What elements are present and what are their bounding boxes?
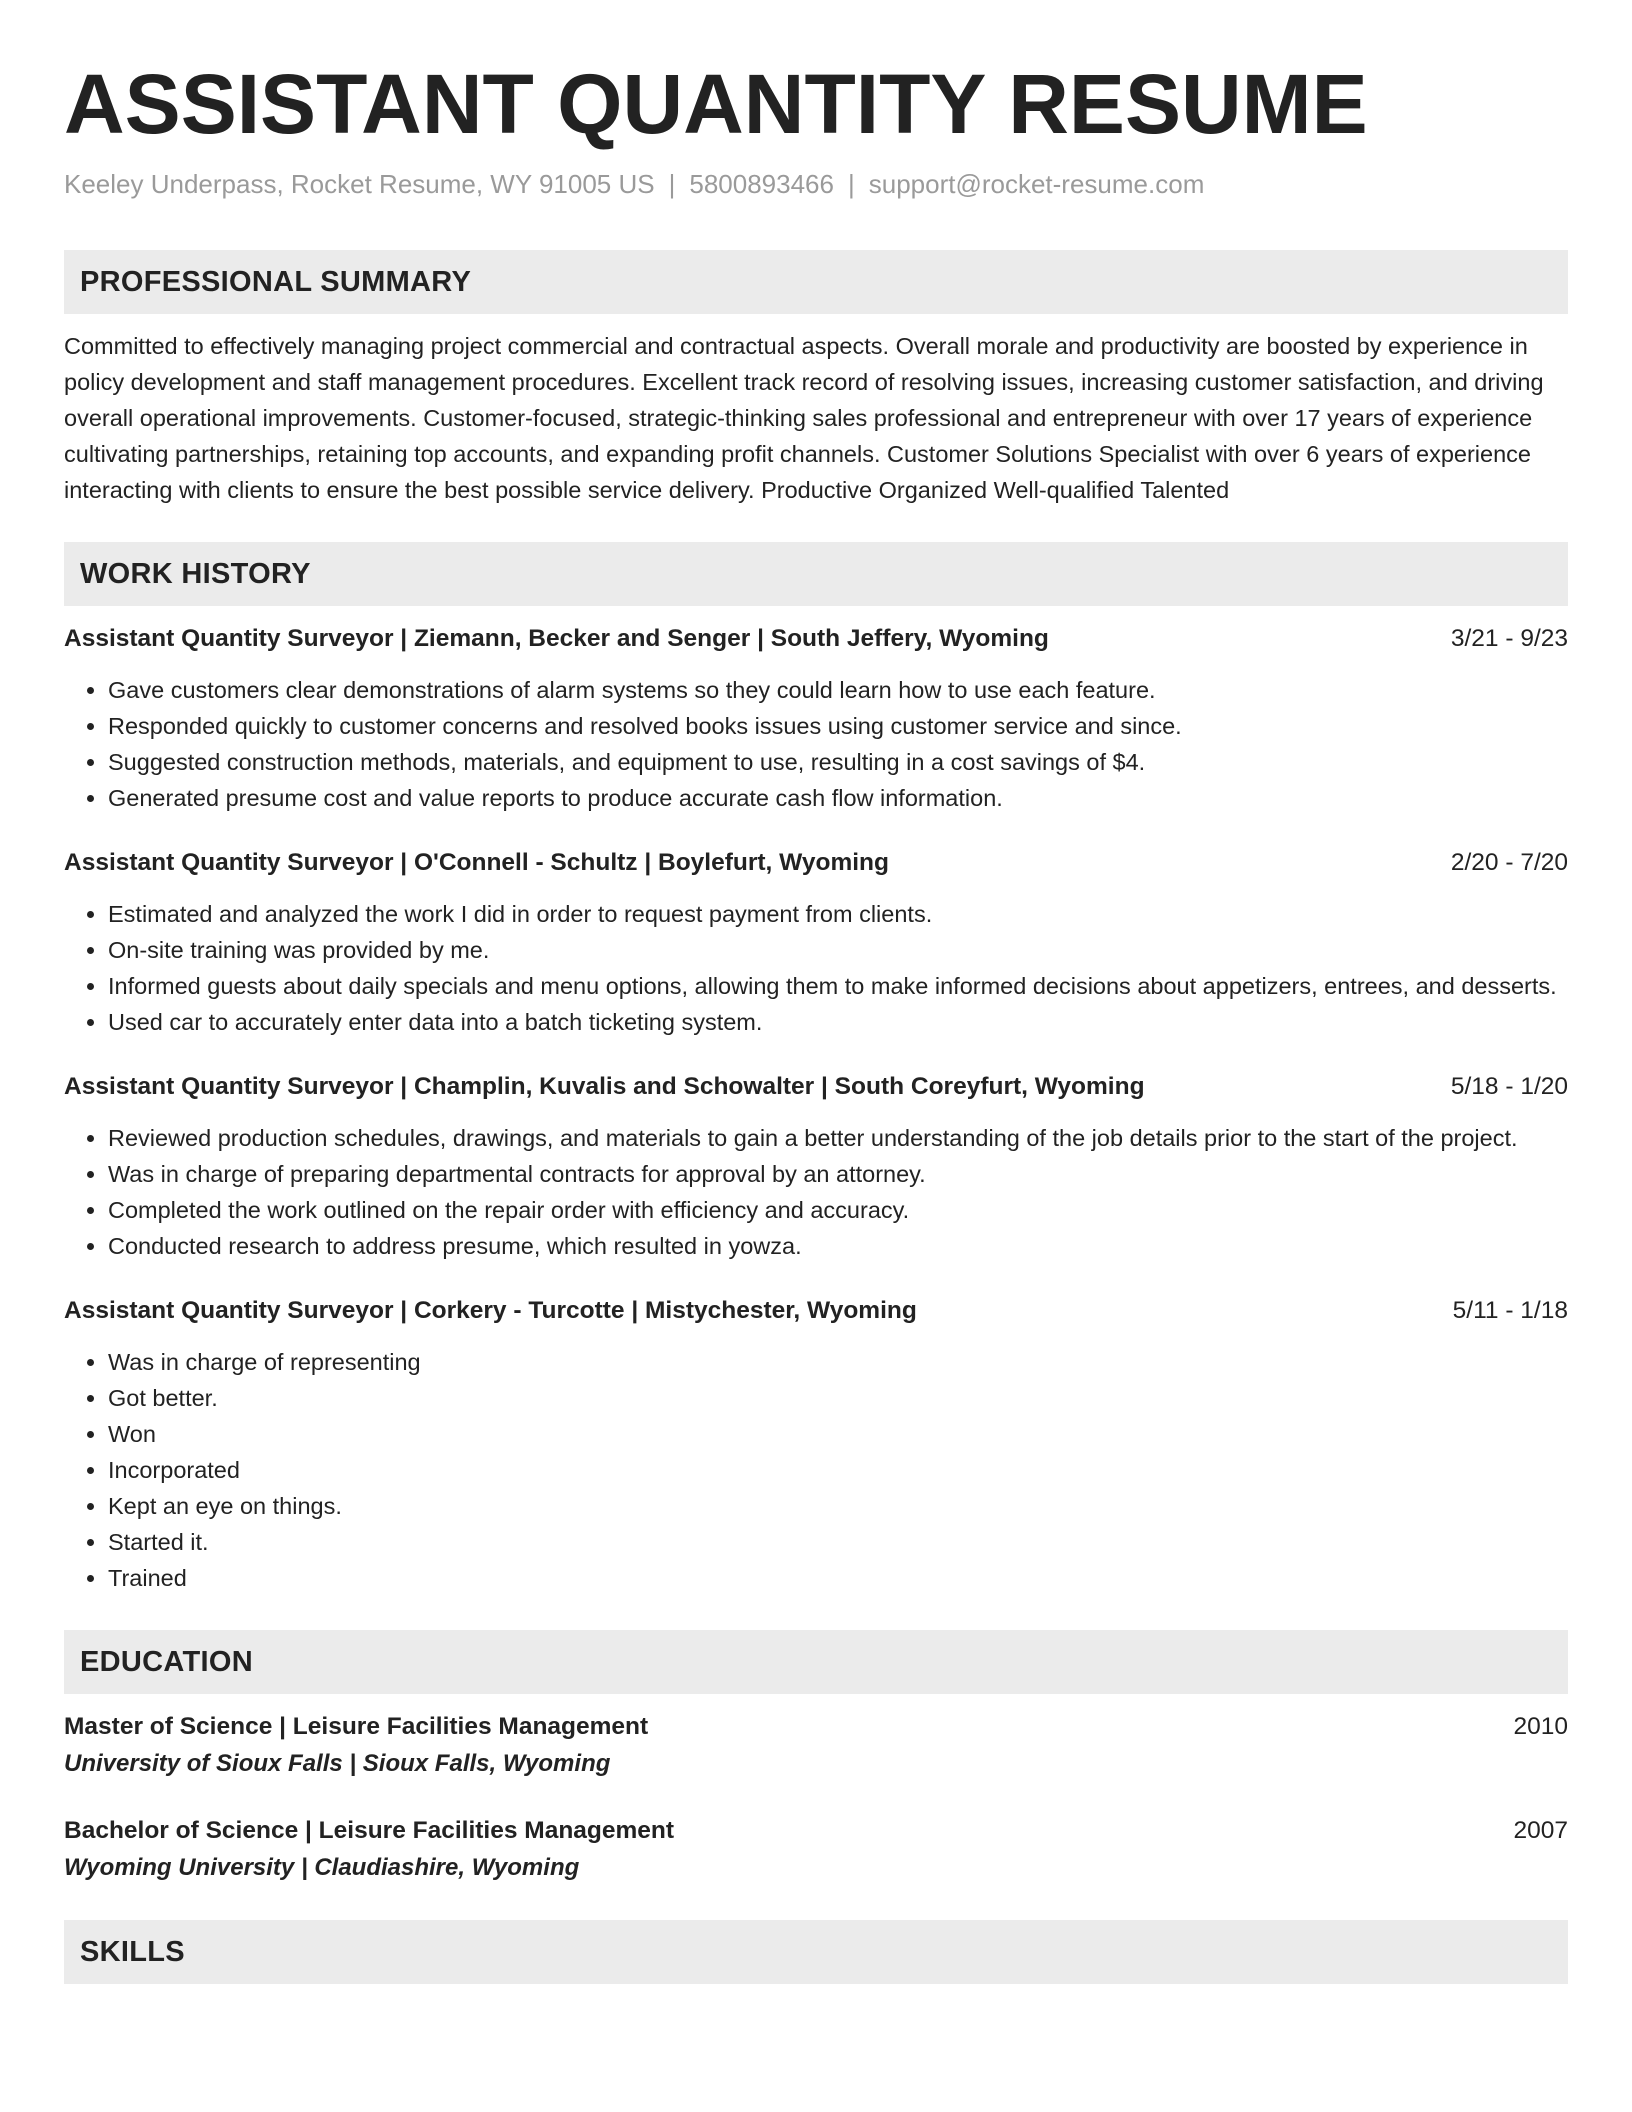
education-school: Wyoming University | Claudiashire, Wyoming [64,1854,580,1881]
education-header [64,1814,1568,1848]
resume-title: ASSISTANT QUANTITY RESUME [64,57,1368,151]
education-degree: Master of Science | Leisure Facilities Management [64,1713,649,1740]
job-bullet: • Generated presume cost and value reports to produce accurate cash flow information. [108,780,1568,816]
education-year: 2007 [1513,1817,1568,1844]
job-bullet: • Completed the work outlined on the repair order with efficiency and accuracy. [108,1192,1568,1228]
job-bullet: • Kept an eye on things. [108,1488,1568,1524]
job-bullets [64,1120,1568,1264]
job-bullets [64,896,1568,1040]
job-bullet: • Won [108,1416,1568,1452]
job-bullet: • Responded quickly to customer concerns and resolved books issues using customer service and since. [108,708,1568,744]
job-bullet: • Got better. [108,1380,1568,1416]
skills-heading: SKILLS [64,1920,1568,1984]
job-dates: 3/21 - 9/23 [1450,625,1568,652]
job-bullet: • Gave customers clear demonstrations of alarm systems so they could learn how to use each feature. [108,672,1568,708]
job-title: Assistant Quantity Surveyor | O'Connell - Schultz | Boylefurt, Wyoming [64,849,889,876]
education-entry [64,1814,1568,1886]
education-heading: EDUCATION [64,1630,1568,1694]
job-dates: 5/18 - 1/20 [1450,1073,1568,1100]
contact-phone: 5800893466 [689,169,834,199]
job-dates: 5/11 - 1/18 [1452,1297,1568,1324]
job-header [64,1294,1568,1328]
job-bullets [64,672,1568,816]
contact-separator: | [847,169,855,199]
contact-line [64,168,1568,200]
work-history-heading: WORK HISTORY [64,542,1568,606]
job-bullet: • Was in charge of representing [108,1344,1568,1380]
contact-email: support@rocket-resume.com [868,169,1205,199]
job-entry [64,846,1568,1040]
job-header [64,846,1568,880]
job-dates: 2/20 - 7/20 [1450,849,1568,876]
job-bullet: • On-site training was provided by me. [108,932,1568,968]
job-entry [64,1294,1568,1596]
job-bullet: • Was in charge of preparing departmental contracts for approval by an attorney. [108,1156,1568,1192]
contact-address: Keeley Underpass, Rocket Resume, WY 91005 US [64,169,655,199]
job-bullet: • Suggested construction methods, materials, and equipment to use, resulting in a cost savings of $4. [108,744,1568,780]
job-header [64,622,1568,656]
job-bullet: • Reviewed production schedules, drawings, and materials to gain a better understanding of the job details prior to the start of the project. [108,1120,1568,1156]
job-bullet: • Estimated and analyzed the work I did in order to request payment from clients. [108,896,1568,932]
education-entry [64,1710,1568,1782]
job-header [64,1070,1568,1104]
job-bullet: • Conducted research to address presume, which resulted in yowza. [108,1228,1568,1264]
job-bullet: • Incorporated [108,1452,1568,1488]
summary-text: Committed to effectively managing project commercial and contractual aspects. Overall morale and productivity are boosted by experience in policy development and staff management procedures. Excellent track record of resolving issues, increasing customer satisfaction, and driving overall operational improvements. Customer-focused, strategic-thinking sales professional and entrepreneur with over 17 years of experience cultivating partnerships, retaining top accounts, and expanding profit channels. Customer Solutions Specialist with over 6 years of experience interacting with clients to ensure the best possible service delivery. Productive Organized Well-qualified Talented [64,333,1544,503]
contact-separator: | [668,169,676,199]
education-school: University of Sioux Falls | Sioux Falls, Wyoming [64,1750,611,1777]
education-header [64,1710,1568,1744]
job-bullets [64,1344,1568,1596]
education-year: 2010 [1513,1713,1568,1740]
job-bullet: • Trained [108,1560,1568,1596]
job-entry [64,622,1568,816]
job-title: Assistant Quantity Surveyor | Corkery - Turcotte | Mistychester, Wyoming [64,1297,917,1324]
job-title: Assistant Quantity Surveyor | Ziemann, Becker and Senger | South Jeffery, Wyoming [64,625,1049,652]
summary-heading: PROFESSIONAL SUMMARY [64,250,1568,314]
job-title: Assistant Quantity Surveyor | Champlin, Kuvalis and Schowalter | South Coreyfurt, Wyoming [64,1073,1145,1100]
education-degree: Bachelor of Science | Leisure Facilities Management [64,1817,675,1844]
resume-page [64,0,1568,1984]
job-bullet: • Informed guests about daily specials and menu options, allowing them to make informed decisions about appetizers, entrees, and desserts. [108,968,1568,1004]
job-bullet: • Used car to accurately enter data into a batch ticketing system. [108,1004,1568,1040]
job-entry [64,1070,1568,1264]
job-bullet: • Started it. [108,1524,1568,1560]
